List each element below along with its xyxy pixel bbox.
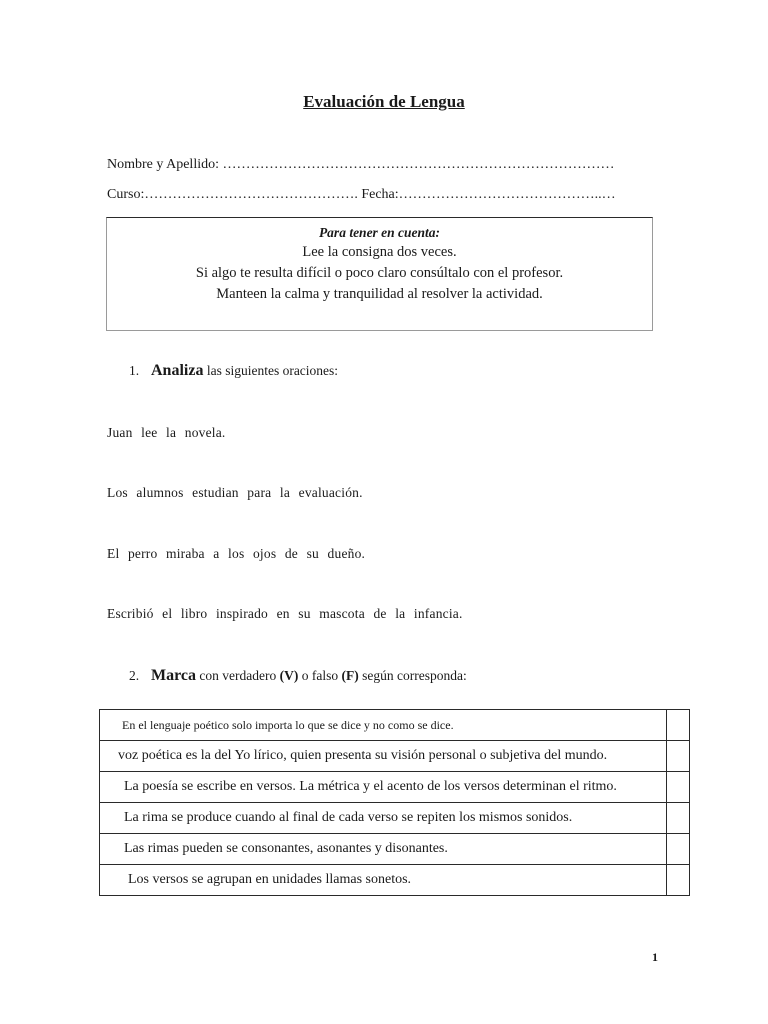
- instruction-line: Lee la consigna dos veces.: [302, 244, 457, 260]
- sentence: Juan lee la novela.: [107, 425, 226, 440]
- sentence: Los alumnos estudian para la evaluación.: [107, 485, 363, 500]
- statement-cell: La rima se produce cuando al final de cada verso se repiten los mismos sonidos.: [100, 803, 667, 834]
- section-instruction: con verdadero: [196, 668, 280, 683]
- statement-cell: En el lenguaje poético solo importa lo que se dice y no como se dice.: [100, 710, 667, 741]
- course-blank: ……………………………………….: [144, 187, 358, 202]
- answer-cell[interactable]: [667, 772, 690, 803]
- false-marker: (F): [341, 668, 359, 683]
- page-title: Evaluación de Lengua: [303, 92, 465, 111]
- name-blank: …………………………………………………………………………: [222, 157, 615, 172]
- section-instruction: o falso: [298, 668, 342, 683]
- table-row: [100, 865, 690, 896]
- statement-cell: La poesía se escribe en versos. La métrica y el acento de los versos determinan el ritmo.: [100, 772, 667, 803]
- instruction-line: Manteen la calma y tranquilidad al resolver la actividad.: [216, 286, 543, 302]
- section-instruction: las siguientes oraciones:: [203, 363, 339, 378]
- name-label: Nombre y Apellido:: [107, 157, 219, 172]
- date-label: Fecha:: [361, 187, 399, 202]
- course-label: Curso:: [107, 187, 145, 202]
- section-1-heading: [129, 362, 338, 380]
- table-row: [100, 772, 690, 803]
- sentence: El perro miraba a los ojos de su dueño.: [107, 546, 366, 561]
- date-blank: ……………………………………..…: [398, 187, 616, 202]
- answer-cell[interactable]: [667, 865, 690, 896]
- section-instruction: según corresponda:: [358, 668, 467, 683]
- table-row: [100, 710, 690, 741]
- answer-cell[interactable]: [667, 710, 690, 741]
- answer-cell[interactable]: [667, 803, 690, 834]
- sentence: Escribió el libro inspirado en su mascota de la infancia.: [107, 606, 463, 621]
- section-number: 1.: [129, 363, 140, 378]
- statement-cell: voz poética es la del Yo lírico, quien presenta su visión personal o subjetiva del mundo.: [100, 741, 667, 772]
- instruction-line: Si algo te resulta difícil o poco claro consúltalo con el profesor.: [195, 265, 564, 281]
- section-keyword: Marca: [151, 667, 197, 684]
- section-number: 2.: [129, 668, 140, 683]
- course-date-field: [107, 187, 616, 203]
- table-row: [100, 834, 690, 865]
- section-keyword: Analiza: [151, 362, 204, 379]
- table-row: [100, 803, 690, 834]
- section-2-heading: [129, 667, 467, 685]
- name-field: [107, 157, 615, 173]
- page-number: 1: [652, 950, 658, 964]
- instructions-title: Para tener en cuenta:: [318, 225, 441, 240]
- instructions-box: [106, 217, 653, 331]
- true-false-table: [99, 709, 690, 896]
- answer-cell[interactable]: [667, 741, 690, 772]
- statement-cell: Las rimas pueden se consonantes, asonantes y disonantes.: [100, 834, 667, 865]
- true-marker: (V): [279, 668, 299, 683]
- answer-cell[interactable]: [667, 834, 690, 865]
- statement-cell: Los versos se agrupan en unidades llamas sonetos.: [100, 865, 667, 896]
- table-row: [100, 741, 690, 772]
